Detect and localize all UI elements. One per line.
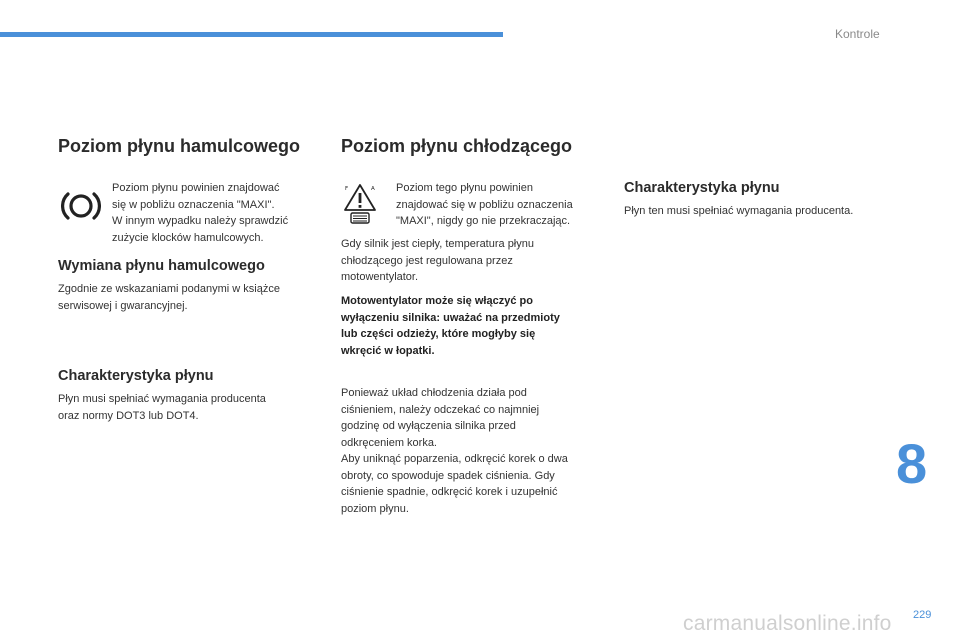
coolant-fan-warning: Motowentylator może się włączyć po wyłączeniu silnika: uważać na przedmioty lub części odzieży, które mogłyby się wkręcić w łopatki. xyxy=(341,295,560,357)
coolant-spec-title: Charakterystyka płynu xyxy=(624,180,780,196)
coolant-warning-icon xyxy=(343,182,377,226)
section-title: Kontrole xyxy=(835,27,880,41)
brake-fluid-replacement-text: Zgodnie ze wskazaniami podanymi w książce serwisowej i gwarancyjnej. xyxy=(58,283,280,312)
svg-text:A: A xyxy=(371,186,375,192)
brake-fluid-intro: Poziom płynu powinien znajdować się w pobliżu oznaczenia "MAXI". W innym wypadku należy sprawdzić zużycie klocków hamulcowych. xyxy=(112,182,289,244)
coolant-hot-engine-text: Gdy silnik jest ciepły, temperatura płynu chłodzącego jest regulowana przez motowentylator. xyxy=(341,238,534,283)
brake-warning-icon xyxy=(61,188,101,224)
coolant-spec-text: Płyn ten musi spełniać wymagania producenta. xyxy=(624,205,854,217)
chapter-number: 8 xyxy=(896,432,928,495)
brake-fluid-spec-text: Płyn musi spełniać wymagania producenta oraz normy DOT3 lub DOT4. xyxy=(58,393,266,422)
svg-text:F: F xyxy=(345,186,349,192)
page-number: 229 xyxy=(913,609,932,621)
brake-fluid-spec-title: Charakterystyka płynu xyxy=(58,368,214,384)
brake-fluid-replacement-title: Wymiana płynu hamulcowego xyxy=(58,258,265,274)
brake-fluid-title: Poziom płynu hamulcowego xyxy=(58,136,301,156)
coolant-intro: Poziom tego płynu powinien znajdować się w pobliżu oznaczenia "MAXI", nigdy go nie przekraczając. xyxy=(396,182,573,227)
watermark: carmanualsonline.info xyxy=(683,612,892,635)
coolant-pressure-text: Ponieważ układ chłodzenia działa pod ciśnieniem, należy odczekać co najmniej godzinę od wyłączenia silnika przed odkręceniem korka. Aby uniknąć poparzenia, odkręcić korek o dwa obroty, co spowoduje spadek ciśnienia. Gdy ciśnienie spadnie, odkręcić korek i uzupełnić poziom płynu. xyxy=(341,387,568,515)
header-accent-bar xyxy=(0,32,503,37)
coolant-title: Poziom płynu chłodzącego xyxy=(341,136,573,156)
